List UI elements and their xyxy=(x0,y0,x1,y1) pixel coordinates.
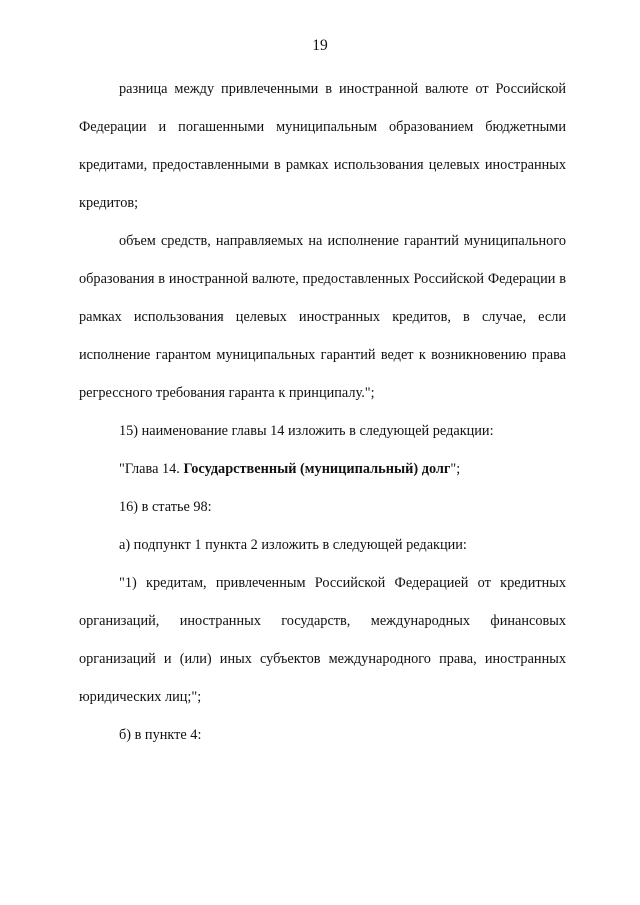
paragraph-8: б) в пункте 4: xyxy=(119,727,202,743)
paragraph-1: разница между привлеченными в иностранной валюте от Российской Федерации и погашенными муниципальным образованием бюджетными кредитами, предоставленными в рамках использования целевых иностранных кредитов; xyxy=(79,81,566,211)
paragraph-7: "1) кредитам, привлеченным Российской Федерацией от кредитных организаций, иностранных государств, международных финансовых организаций и (или) иных субъектов международного права, иностранных юридических лиц;"; xyxy=(79,575,566,705)
chapter-suffix: "; xyxy=(450,461,461,477)
paragraph-6: а) подпункт 1 пункта 2 изложить в следующей редакции: xyxy=(119,537,467,553)
paragraph-4 xyxy=(79,450,566,488)
document-body xyxy=(79,70,566,754)
page-number: 19 xyxy=(312,37,328,54)
paragraph-2: объем средств, направляемых на исполнение гарантий муниципального образования в иностранной валюте, предоставленных Российской Федерации в рамках использования целевых иностранных кредитов, в случае, если исполнение гарантом муниципальных гарантий ведет к возникновению права регрессного требования гаранта к принципалу."; xyxy=(79,233,566,401)
chapter-title: Государственный (муниципальный) долг xyxy=(183,461,451,477)
paragraph-5: 16) в статье 98: xyxy=(119,499,212,515)
paragraph-3: 15) наименование главы 14 изложить в следующей редакции: xyxy=(119,423,494,439)
chapter-prefix: "Глава 14. xyxy=(119,461,184,477)
